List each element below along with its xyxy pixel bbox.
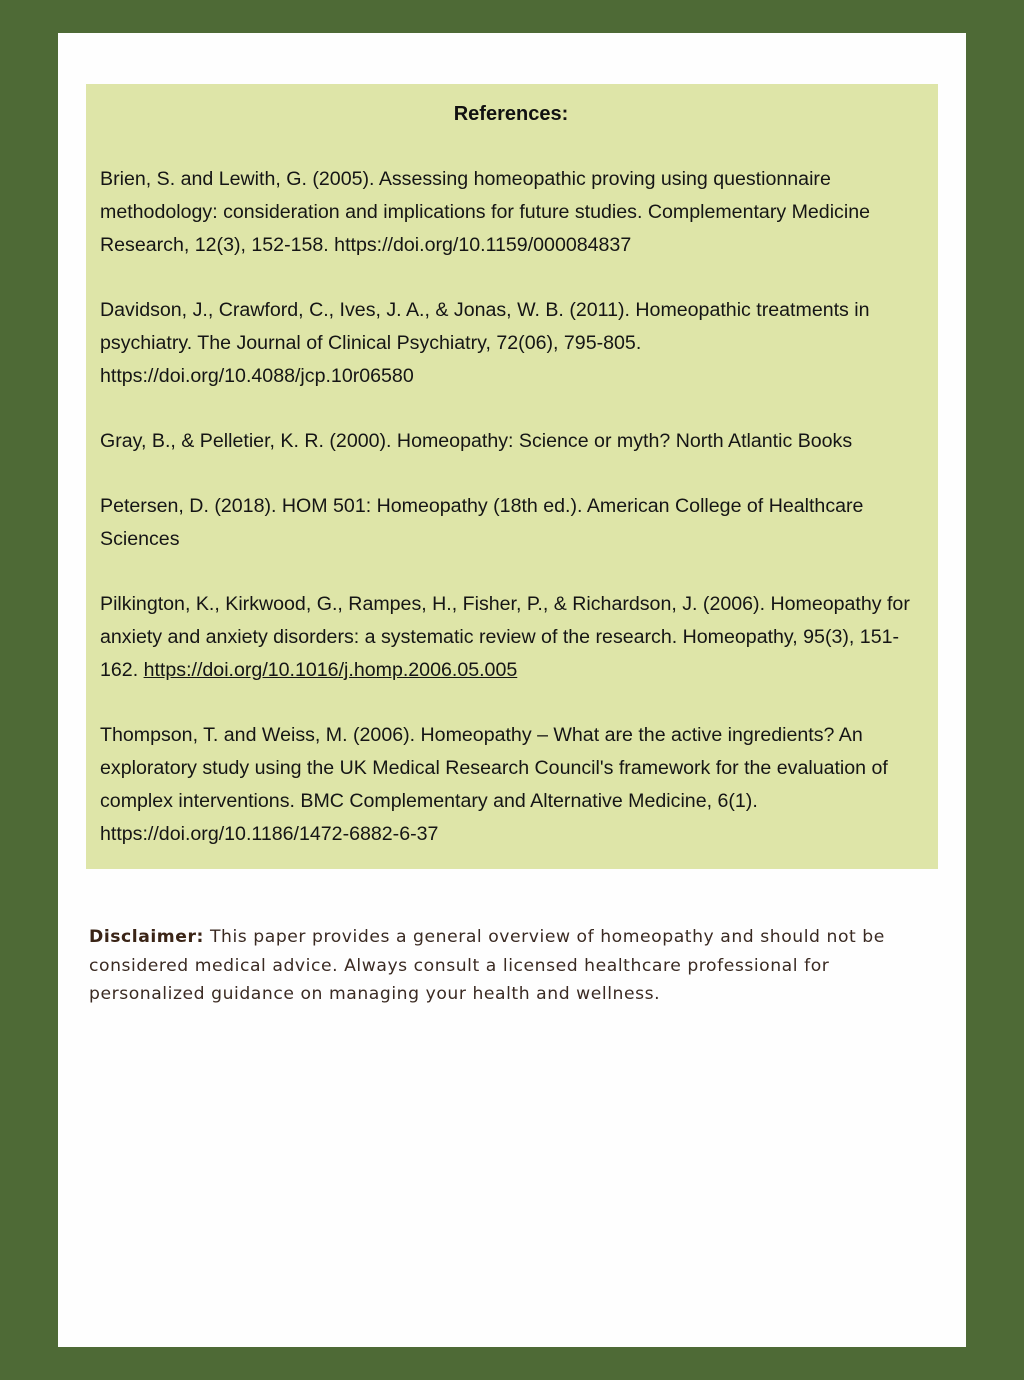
reference-text: Brien, S. and Lewith, G. (2005). Assessing homeopathic proving using questionnaire methodology: consideration and implications for future studies. Complementary Medicine Research, 12(3), 152-158. https://doi.org/10.1159/000084837 [100, 168, 870, 256]
document-page [58, 33, 966, 1347]
reference-entry [100, 163, 922, 262]
reference-entry [100, 294, 922, 393]
disclaimer [89, 923, 939, 1009]
reference-doi-link[interactable]: https://doi.org/10.1016/j.homp.2006.05.005 [143, 659, 518, 681]
disclaimer-text: This paper provides a general overview of homeopathy and should not be considered medical advice. Always consult a licensed healthcare professional for personalized guidance on managing your health and wellness. [89, 927, 885, 1004]
reference-text: Davidson, J., Crawford, C., Ives, J. A., & Jonas, W. B. (2011). Homeopathic treatments in psychiatry. The Journal of Clinical Psychiatry, 72(06), 795-805. https://doi.org/10.4088/jcp.10r06580 [100, 299, 870, 387]
reference-text: Gray, B., & Pelletier, K. R. (2000). Homeopathy: Science or myth? North Atlantic Books [100, 430, 853, 452]
references-title: References: [453, 103, 569, 125]
reference-entry [100, 588, 922, 687]
reference-text: Pilkington, K., Kirkwood, G., Rampes, H., Fisher, P., & Richardson, J. (2006). Homeopathy for anxiety and anxiety disorders: a systematic review of the research. Homeopathy, 95(3), 151-162. [100, 593, 910, 681]
reference-text: Petersen, D. (2018). HOM 501: Homeopathy (18th ed.). American College of Healthcare Sciences [100, 495, 864, 550]
reference-entry [100, 425, 922, 458]
reference-entry [100, 719, 922, 851]
reference-text: Thompson, T. and Weiss, M. (2006). Homeopathy – What are the active ingredients? An exploratory study using the UK Medical Research Council's framework for the evaluation of complex interventions. BMC Complementary and Alternative Medicine, 6(1). https://doi.org/10.1186/1472-6882-6-37 [100, 724, 888, 845]
disclaimer-label: Disclaimer: [89, 927, 204, 947]
reference-entry [100, 490, 922, 556]
references-box [86, 84, 938, 869]
